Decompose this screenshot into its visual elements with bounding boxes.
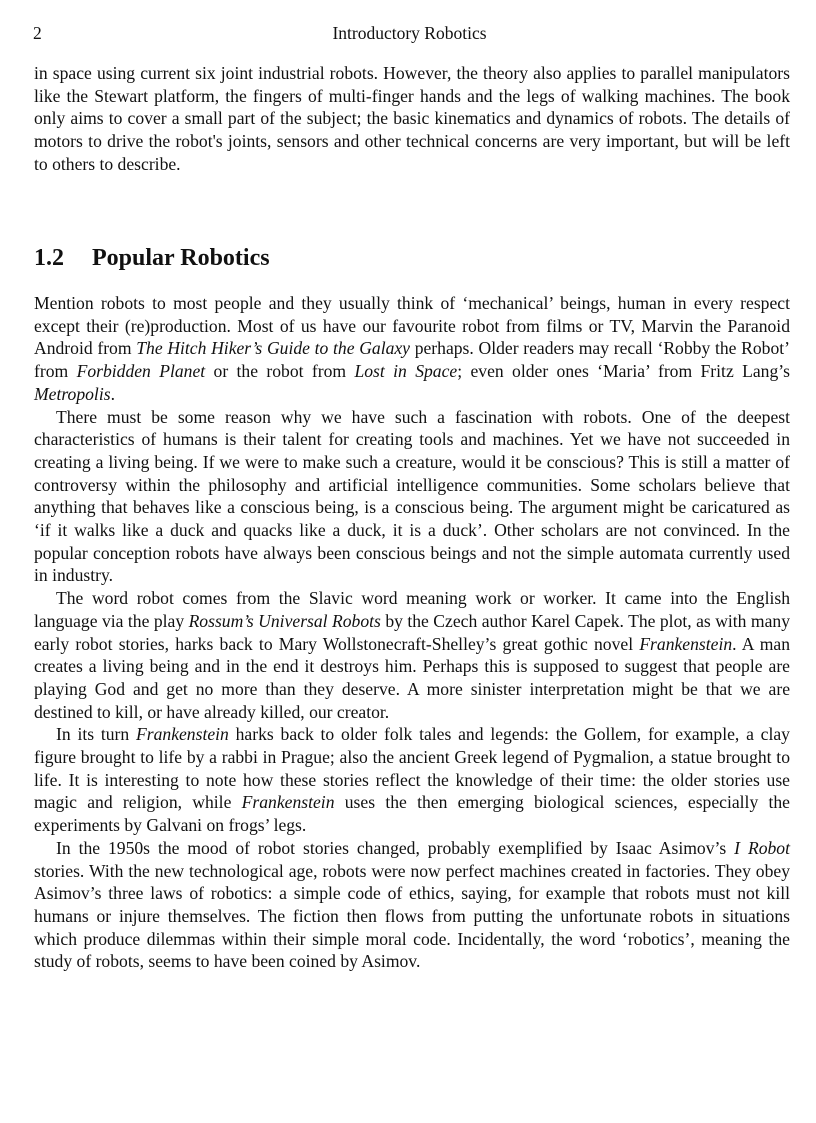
title-rossums-universal-robots: Rossum’s Universal Robots	[188, 610, 381, 631]
intro-paragraph: in space using current six joint industrial robots. However, the theory also applies to parallel manipulators like the Stewart platform, the fingers of multi-finger hands and the legs of walking machines. The book only aims to cover a small part of the subject; the basic kinematics and dynamics of robots. The details of motors to drive the robot's joints, sensors and other technical concerns are very important, but will be left to others to describe.	[34, 63, 790, 174]
paragraph-3-text: . A man creates a living being and in the end it destroys him. Perhaps this is supposed to suggest that people are playing God and get no more than they deserve. A more sinister interpretation might be that we are destined to kill, or have already killed, our creator.	[34, 633, 790, 722]
paragraph-5	[34, 837, 790, 973]
paragraph-2	[34, 406, 790, 588]
paragraph-2-text: There must be some reason why we have such a fascination with robots. One of the deepest characteristics of humans is their talent for creating tools and machines. Yet we have not succeeded in creating a living being. If we were to make such a creature, would it be conscious? This is still a matter of controversy within the philosophy and artificial intelligence communities. Some scholars believe that anything that behaves like a conscious being, is a conscious being. The argument might be caricatured as ‘if it walks like a duck and quacks like a duck, it is a duck’. Other scholars are not convinced. In the popular conception robots have always been conscious beings and not the simple automata currently used in industry.	[34, 406, 790, 586]
page-header	[33, 20, 786, 46]
running-title: Introductory Robotics	[332, 23, 487, 43]
title-metropolis: Metropolis	[34, 383, 111, 404]
paragraph-1-text: or the robot from	[205, 361, 355, 382]
section-number: 1.2	[34, 245, 64, 271]
paragraph-4-text: harks back to older folk tales and legends: the Gollem, for example, a clay figure brought to life by a rabbi in Prague; also the ancient Greek legend of Pygmalion, a statue brought to life. It is interesting to note how these stories reflect the knowledge of their time: the older stories use magic and religion, while	[34, 724, 790, 813]
paragraph-1-text: .	[110, 383, 115, 404]
section-body	[34, 292, 790, 973]
paragraph-5-text: stories. With the new technological age, robots were now perfect machines created in factories. They obey Asimov’s three laws of robotics: a simple code of ethics, saying, for example that robots must not kill humans or injure themselves. The fiction then flows from putting the unfortunate robots in situations which produce dilemmas within their simple moral code. Incidentally, the word ‘robotics’, meaning the study of robots, seems to have been coined by Asimov.	[34, 860, 790, 972]
paragraph-4-text: In its turn	[56, 724, 136, 745]
paragraph-1-text: ; even older ones ‘Maria’ from Fritz Lang’s	[457, 361, 790, 382]
section-heading	[34, 243, 270, 273]
title-lost-in-space: Lost in Space	[354, 361, 458, 382]
title-hitch-hiker: The Hitch Hiker’s Guide to the Galaxy	[136, 338, 410, 359]
paragraph-3	[34, 587, 790, 723]
paragraph-4-text: uses the then emerging biological sciences, especially the experiments by Galvani on frogs’ legs.	[34, 792, 790, 836]
paragraph-4	[34, 723, 790, 837]
title-frankenstein: Frankenstein	[136, 724, 229, 745]
paragraph-1-text: Mention robots to most people and they usually think of ‘mechanical’ beings, human in every respect except their (re)production. Most of us have our favourite robot from films or TV, Marvin the Paranoid Android from	[34, 293, 790, 359]
page-number: 2	[33, 23, 42, 43]
intro-text	[34, 62, 790, 176]
paragraph-1	[34, 292, 790, 406]
section-title: Popular Robotics	[92, 245, 270, 271]
title-forbidden-planet: Forbidden Planet	[76, 361, 206, 382]
title-i-robot: I Robot	[734, 837, 790, 858]
title-frankenstein: Frankenstein	[241, 792, 335, 813]
paragraph-1-text: perhaps. Older readers may recall ‘Robby the Robot’ from	[34, 338, 790, 382]
paragraph-3-text: by the Czech author Karel Capek. The plot, as with many early robot stories, harks back to Mary Wollstonecraft-Shelley’s great gothic novel	[34, 610, 791, 654]
paragraph-5-text: In the 1950s the mood of robot stories changed, probably exemplified by Isaac Asimov’s	[56, 837, 735, 858]
paragraph-3-text: The word robot comes from the Slavic word meaning work or worker. It came into the English language via the play	[34, 588, 790, 631]
title-frankenstein: Frankenstein	[639, 633, 733, 654]
